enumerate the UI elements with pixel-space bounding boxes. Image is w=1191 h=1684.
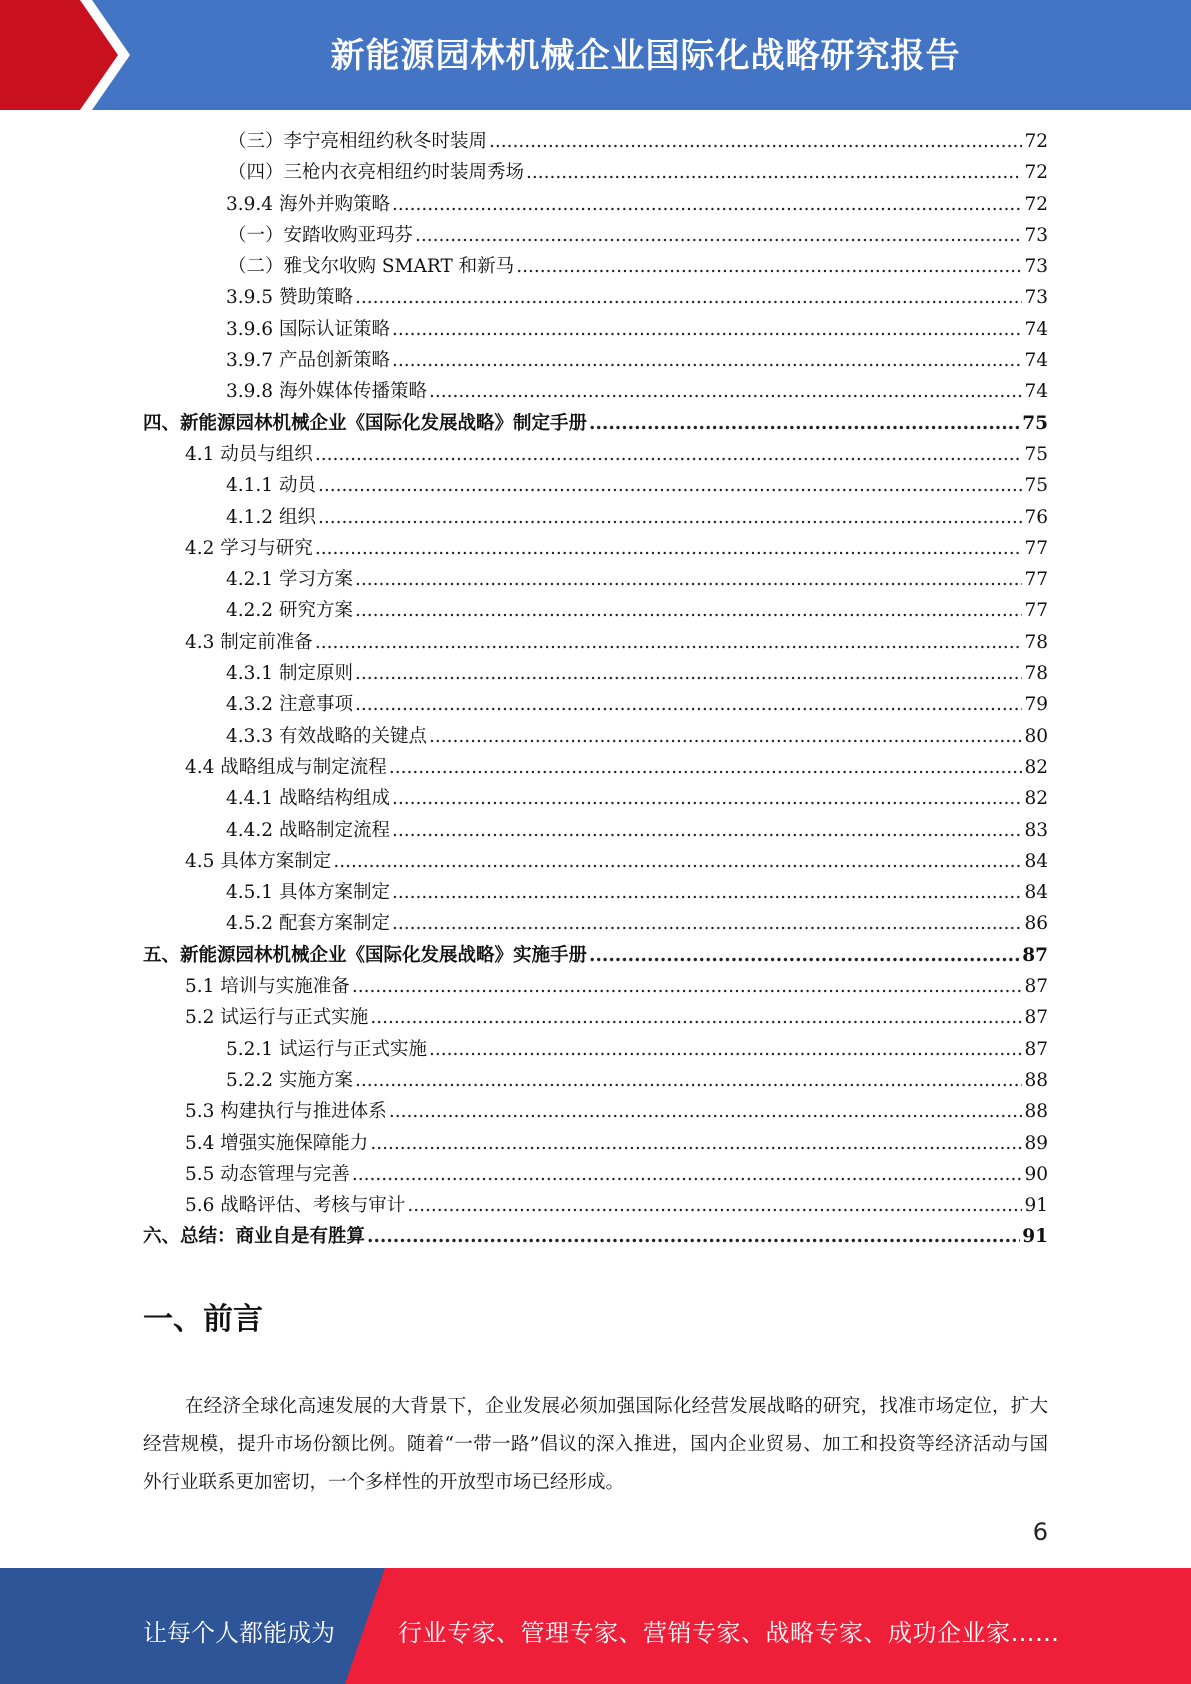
toc-leader-dots bbox=[355, 287, 1023, 308]
toc-leader-dots bbox=[415, 225, 1022, 246]
page-header bbox=[0, 0, 1191, 110]
toc-entry-page: 75 bbox=[1024, 475, 1048, 497]
toc-entry-page: 77 bbox=[1024, 537, 1048, 559]
toc-entry[interactable] bbox=[143, 847, 1048, 878]
toc-entry[interactable] bbox=[143, 722, 1048, 753]
toc-leader-dots bbox=[355, 1070, 1023, 1091]
toc-entry-label: 5.1 培训与实施准备 bbox=[185, 976, 350, 998]
toc-entry[interactable] bbox=[143, 440, 1048, 471]
footer-slogan-left: 让每个人都能成为 bbox=[143, 1619, 335, 1647]
toc-entry[interactable] bbox=[143, 252, 1048, 283]
toc-leader-dots bbox=[392, 882, 1022, 903]
toc-entry-page: 76 bbox=[1024, 506, 1048, 528]
toc-entry[interactable] bbox=[143, 346, 1048, 377]
toc-leader-dots bbox=[370, 1133, 1022, 1154]
toc-entry-page: 86 bbox=[1024, 913, 1048, 935]
toc-entry[interactable] bbox=[143, 221, 1048, 252]
toc-entry-label: 3.9.8 海外媒体传播策略 bbox=[226, 381, 427, 403]
toc-entry-page: 72 bbox=[1024, 193, 1048, 215]
toc-entry-label: 3.9.6 国际认证策略 bbox=[226, 318, 390, 340]
toc-leader-dots bbox=[392, 913, 1022, 934]
toc-entry-label: （一）安踏收购亚玛芬 bbox=[228, 224, 414, 246]
toc-entry-page: 91 bbox=[1022, 1226, 1048, 1248]
toc-entry-page: 89 bbox=[1024, 1132, 1048, 1154]
toc-entry-page: 83 bbox=[1024, 819, 1048, 841]
toc-entry[interactable] bbox=[143, 1066, 1048, 1097]
toc-entry-page: 79 bbox=[1024, 694, 1048, 716]
toc-entry[interactable] bbox=[143, 315, 1048, 346]
toc-entry[interactable] bbox=[143, 1035, 1048, 1066]
toc-entry-page: 73 bbox=[1024, 287, 1048, 309]
toc-leader-dots bbox=[318, 507, 1023, 528]
table-of-contents bbox=[143, 127, 1048, 1254]
toc-leader-dots bbox=[429, 726, 1022, 747]
toc-leader-dots bbox=[407, 1195, 1022, 1216]
toc-entry-label: 4.3 制定前准备 bbox=[185, 631, 313, 653]
toc-entry-label: 4.3.2 注意事项 bbox=[226, 694, 353, 716]
toc-leader-dots bbox=[352, 1164, 1023, 1185]
toc-entry-label: （三）李宁亮相纽约秋冬时装周 bbox=[228, 131, 488, 152]
toc-entry[interactable] bbox=[143, 659, 1048, 690]
footer-slogan-right: 行业专家、管理专家、营销专家、战略专家、成功企业家…… bbox=[398, 1619, 1060, 1647]
toc-entry[interactable] bbox=[143, 471, 1048, 502]
toc-entry[interactable] bbox=[143, 628, 1048, 659]
toc-entry[interactable] bbox=[143, 534, 1048, 565]
toc-entry-label: 5.6 战略评估、考核与审计 bbox=[185, 1195, 406, 1217]
toc-entry-page: 91 bbox=[1024, 1195, 1048, 1217]
toc-entry[interactable] bbox=[143, 503, 1048, 534]
toc-entry[interactable] bbox=[143, 816, 1048, 847]
toc-entry-page: 73 bbox=[1024, 224, 1048, 246]
document-title: 新能源园林机械企业国际化战略研究报告 bbox=[330, 36, 961, 76]
toc-entry-page: 82 bbox=[1024, 756, 1048, 778]
toc-entry-label: 4.1.1 动员 bbox=[226, 475, 316, 497]
page-footer bbox=[0, 1568, 1191, 1684]
toc-leader-dots bbox=[392, 788, 1022, 809]
toc-entry-page: 72 bbox=[1024, 131, 1048, 152]
toc-entry-page: 87 bbox=[1024, 1007, 1048, 1029]
toc-entry[interactable] bbox=[143, 941, 1048, 972]
toc-entry-page: 75 bbox=[1022, 412, 1048, 434]
toc-entry-page: 78 bbox=[1024, 631, 1048, 653]
toc-leader-dots bbox=[355, 663, 1023, 684]
toc-entry[interactable] bbox=[143, 972, 1048, 1003]
toc-leader-dots bbox=[389, 1101, 1023, 1122]
toc-entry[interactable] bbox=[143, 690, 1048, 721]
toc-leader-dots bbox=[516, 256, 1022, 277]
toc-entry-label: 五、新能源园林机械企业《国际化发展战略》实施手册 bbox=[143, 944, 588, 966]
toc-leader-dots bbox=[392, 350, 1022, 371]
toc-entry[interactable] bbox=[143, 596, 1048, 627]
toc-entry-label: 4.3.1 制定原则 bbox=[226, 663, 353, 685]
toc-entry-page: 72 bbox=[1024, 162, 1048, 184]
toc-entry-page: 84 bbox=[1024, 850, 1048, 872]
toc-entry[interactable] bbox=[143, 283, 1048, 314]
toc-entry[interactable] bbox=[143, 377, 1048, 408]
toc-entry-label: 5.5 动态管理与完善 bbox=[185, 1163, 350, 1185]
toc-leader-dots bbox=[370, 1007, 1022, 1028]
toc-entry[interactable] bbox=[143, 753, 1048, 784]
toc-leader-dots bbox=[367, 1226, 1020, 1247]
toc-entry-page: 74 bbox=[1024, 350, 1048, 372]
toc-leader-dots bbox=[429, 381, 1022, 402]
toc-leader-dots bbox=[315, 632, 1023, 653]
page-number: 6 bbox=[1032, 1518, 1048, 1546]
toc-entry-label: 4.5.1 具体方案制定 bbox=[226, 882, 390, 904]
toc-entry-label: 3.9.4 海外并购策略 bbox=[226, 193, 390, 215]
toc-leader-dots bbox=[352, 976, 1023, 997]
toc-entry[interactable] bbox=[143, 1003, 1048, 1034]
toc-entry-page: 80 bbox=[1024, 725, 1048, 747]
toc-entry[interactable] bbox=[143, 1097, 1048, 1128]
toc-entry-label: 4.4.1 战略结构组成 bbox=[226, 788, 390, 810]
toc-entry-label: 4.4.2 战略制定流程 bbox=[226, 819, 390, 841]
toc-entry[interactable] bbox=[143, 127, 1048, 158]
toc-entry-label: 5.2.1 试运行与正式实施 bbox=[226, 1038, 427, 1060]
toc-leader-dots bbox=[355, 600, 1023, 621]
toc-entry-page: 75 bbox=[1024, 443, 1048, 465]
toc-entry[interactable] bbox=[143, 1129, 1048, 1160]
toc-leader-dots bbox=[389, 757, 1023, 778]
toc-entry-page: 74 bbox=[1024, 381, 1048, 403]
toc-entry[interactable] bbox=[143, 1191, 1048, 1222]
toc-entry-label: 4.3.3 有效战略的关键点 bbox=[226, 725, 427, 747]
toc-leader-dots bbox=[355, 569, 1023, 590]
toc-entry[interactable] bbox=[143, 909, 1048, 940]
toc-entry-page: 88 bbox=[1024, 1101, 1048, 1123]
toc-entry-page: 77 bbox=[1024, 600, 1048, 622]
toc-leader-dots bbox=[333, 851, 1022, 872]
toc-entry-label: 5.4 增强实施保障能力 bbox=[185, 1132, 369, 1154]
toc-entry-label: 六、总结：商业自是有胜算 bbox=[143, 1226, 366, 1248]
toc-entry-page: 74 bbox=[1024, 318, 1048, 340]
toc-entry-label: 3.9.5 赞助策略 bbox=[226, 287, 353, 309]
toc-leader-dots bbox=[429, 1039, 1022, 1060]
toc-entry-label: 4.2 学习与研究 bbox=[185, 537, 313, 559]
toc-entry[interactable] bbox=[143, 565, 1048, 596]
toc-entry-page: 84 bbox=[1024, 882, 1048, 904]
toc-entry-label: 5.2 试运行与正式实施 bbox=[185, 1007, 369, 1029]
toc-leader-dots bbox=[392, 194, 1022, 215]
toc-entry[interactable] bbox=[143, 158, 1048, 189]
toc-entry-label: 3.9.7 产品创新策略 bbox=[226, 350, 390, 372]
toc-entry-label: 4.1 动员与组织 bbox=[185, 443, 313, 465]
toc-entry-label: 四、新能源园林机械企业《国际化发展战略》制定手册 bbox=[143, 412, 588, 434]
toc-entry[interactable] bbox=[143, 1222, 1048, 1253]
toc-leader-dots bbox=[526, 162, 1022, 183]
toc-leader-dots bbox=[589, 945, 1020, 966]
toc-entry-label: 4.5 具体方案制定 bbox=[185, 850, 332, 872]
toc-leader-dots bbox=[315, 538, 1023, 559]
section-heading: 一、前言 bbox=[143, 1302, 263, 1337]
toc-entry-label: 4.1.2 组织 bbox=[226, 506, 316, 528]
toc-leader-dots bbox=[489, 131, 1022, 152]
toc-entry-page: 73 bbox=[1024, 256, 1048, 278]
toc-entry[interactable] bbox=[143, 409, 1048, 440]
toc-entry-label: 5.3 构建执行与推进体系 bbox=[185, 1101, 387, 1123]
toc-entry-label: 4.5.2 配套方案制定 bbox=[226, 913, 390, 935]
toc-leader-dots bbox=[315, 444, 1023, 465]
toc-entry-page: 78 bbox=[1024, 663, 1048, 685]
toc-entry-label: 5.2.2 实施方案 bbox=[226, 1069, 353, 1091]
toc-entry-label: （四）三枪内衣亮相纽约时装周秀场 bbox=[228, 162, 525, 184]
intro-paragraph: 在经济全球化高速发展的大背景下，企业发展必须加强国际化经营发展战略的研究，找准市场定位，扩大经营规模，提升市场份额比例。随着“一带一路”倡议的深入推进，国内企业贸易、加工和投资等经济活动与国外行业联系更加密切，一个多样性的开放型市场已经形成。 bbox=[143, 1396, 1048, 1493]
toc-entry-page: 87 bbox=[1022, 944, 1048, 966]
toc-entry-page: 77 bbox=[1024, 569, 1048, 591]
toc-entry-page: 88 bbox=[1024, 1069, 1048, 1091]
toc-leader-dots bbox=[392, 319, 1022, 340]
toc-entry-label: 4.2.2 研究方案 bbox=[226, 600, 353, 622]
toc-entry-page: 87 bbox=[1024, 1038, 1048, 1060]
toc-entry-label: （二）雅戈尔收购 SMART 和新马 bbox=[228, 256, 515, 278]
toc-leader-dots bbox=[318, 475, 1023, 496]
toc-entry-label: 4.2.1 学习方案 bbox=[226, 569, 353, 591]
toc-entry-page: 87 bbox=[1024, 976, 1048, 998]
toc-entry[interactable] bbox=[143, 1160, 1048, 1191]
toc-entry[interactable] bbox=[143, 878, 1048, 909]
toc-entry-page: 90 bbox=[1024, 1163, 1048, 1185]
toc-entry-label: 4.4 战略组成与制定流程 bbox=[185, 756, 387, 778]
toc-leader-dots bbox=[589, 413, 1020, 434]
toc-entry[interactable] bbox=[143, 784, 1048, 815]
toc-entry[interactable] bbox=[143, 190, 1048, 221]
toc-leader-dots bbox=[355, 694, 1023, 715]
toc-entry-page: 82 bbox=[1024, 788, 1048, 810]
toc-leader-dots bbox=[392, 820, 1022, 841]
